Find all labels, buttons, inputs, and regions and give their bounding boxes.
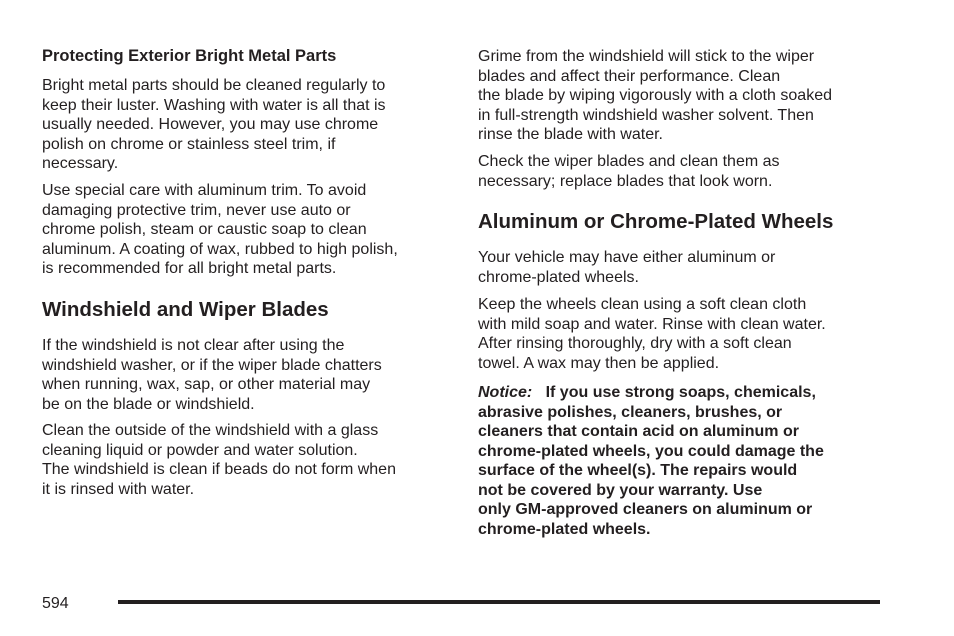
text-line: necessary; replace blades that look worn. [478, 172, 773, 190]
text-line: If the windshield is not clear after using the [42, 337, 345, 354]
text-line: polish on chrome or stainless steel trim, if [42, 135, 336, 153]
text-line: be on the blade or windshield. [42, 395, 255, 413]
text-line: chrome polish, steam or caustic soap to clean [42, 221, 367, 238]
text-line: cleaners that contain acid on aluminum or [478, 423, 799, 440]
text-line: windshield washer, or if the wiper blade chatters [42, 356, 382, 374]
paragraph-wiper-grime [478, 47, 832, 145]
paragraph-windshield-1 [42, 336, 382, 414]
section-heading-windshield: Windshield and Wiper Blades [42, 298, 329, 321]
text-line: it is rinsed with water. [42, 480, 195, 498]
section-heading-bright-metal: Protecting Exterior Bright Metal Parts [42, 47, 337, 65]
text-line: chrome-plated wheels, you could damage the [478, 442, 824, 460]
text-line: not be covered by your warranty. Use [478, 481, 763, 499]
text-line: the blade by wiping vigorously with a cloth soaked [478, 87, 832, 104]
text-line: The windshield is clean if beads do not form when [42, 461, 396, 478]
text-line: Clean the outside of the windshield with a glass [42, 422, 379, 439]
paragraph-windshield-2 [42, 421, 396, 499]
section-heading-wheels: Aluminum or Chrome-Plated Wheels [478, 210, 834, 233]
paragraph-wheels-2 [478, 295, 826, 373]
text-line: cleaning liquid or powder and water solution. [42, 441, 358, 459]
text-line: rinse the blade with water. [478, 126, 663, 143]
text-line: is recommended for all bright metal parts. [42, 260, 337, 277]
paragraph-wiper-check [478, 152, 780, 191]
text-line: necessary. [42, 155, 119, 172]
text-line: blades and affect their performance. Clean [478, 67, 781, 85]
text-line: After rinsing thoroughly, dry with a soft clean [478, 335, 792, 352]
paragraph-bright-metal-2 [42, 181, 398, 279]
notice-block [478, 383, 824, 539]
text-line: usually needed. However, you may use chrome [42, 116, 379, 133]
text-line: keep their luster. Washing with water is all that is [42, 96, 386, 114]
text-line: Keep the wheels clean using a soft clean cloth [478, 296, 807, 313]
text-line: Bright metal parts should be cleaned regularly to [42, 77, 386, 94]
paragraph-wheels-1 [478, 248, 775, 287]
text-line: Grime from the windshield will stick to the wiper [478, 48, 815, 65]
text-line: Check the wiper blades and clean them as [478, 153, 780, 170]
text-line: chrome-plated wheels. [478, 268, 639, 286]
notice-first-line [478, 383, 824, 403]
text-line: Your vehicle may have either aluminum or [478, 249, 776, 266]
text-line: abrasive polishes, cleaners, brushes, or [478, 403, 783, 421]
page-number: 594 [42, 595, 69, 612]
text-line: only GM-approved cleaners on aluminum or [478, 501, 813, 518]
footer-rule [118, 600, 880, 604]
text-line: with mild soap and water. Rinse with clean water. [478, 315, 826, 333]
text-line: Use special care with aluminum trim. To avoid [42, 182, 367, 199]
text-line: chrome-plated wheels. [478, 520, 651, 538]
text-line: aluminum. A coating of wax, rubbed to high polish, [42, 240, 398, 258]
text-line: in full-strength windshield washer solvent. Then [478, 106, 814, 124]
text-line: when running, wax, sap, or other material may [42, 376, 371, 393]
text-line: surface of the wheel(s). The repairs would [478, 462, 798, 479]
paragraph-bright-metal-1 [42, 76, 386, 174]
notice-text: If you use strong soaps, chemicals, [545, 384, 816, 401]
text-line: damaging protective trim, never use auto or [42, 201, 351, 219]
notice-label: Notice: [478, 384, 533, 401]
text-line: towel. A wax may then be applied. [478, 354, 720, 372]
